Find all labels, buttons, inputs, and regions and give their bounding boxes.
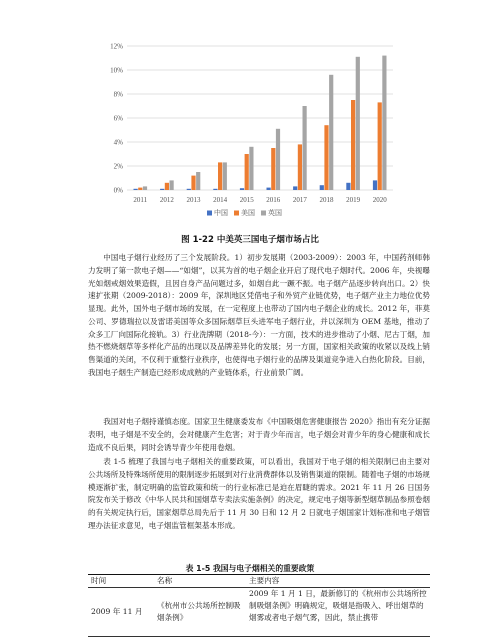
table-header-row — [88, 575, 430, 588]
header-content: 主要内容 — [246, 575, 430, 588]
bar-中国 — [293, 186, 297, 190]
table-row — [88, 588, 430, 637]
legend-label: 英国 — [268, 209, 282, 217]
paragraph-development-stages: 中国电子烟行业经历了三个发展阶段。1）初步发展期（2003-2009）：2003 年，中国药剂师韩力发明了第一款电子烟——“如烟”，以其为首的电子烟企业开启了现代电子烟时代。2006 年，央视曝光如烟戒烟效果造假，且因自身产品问题过多，如烟自此一蹶不振。电子烟产品逐步转向出口。2）快速扩张期（2009-2018）：2009 年，深圳地区凭借电子和外贸产业链优势，电子烟产业主力地位优势显现。此外，国外电子烟市场的发展，在一定程度上也带动了国内电子烟企业的成长。2012 年，菲莫公司、罗德瑞拉以及雷诺美国等众多国际烟草巨头进军电子烟行业，并以深圳为 OEM 基地，推动了众多工厂向国际化接轨。3）行业洗牌期（2018-今）：一方面，技术的进步推动了小烟、尼古丁烟，加热不燃烧烟草等多样化产品的出现以及品牌差异化的发展；另一方面，国家相关政策的收紧以及线上销售渠道的关闭，不仅利于重整行业秩序，也使得电子烟行业的品牌及渠道竞争进入白热化阶段。目前，我国电子烟生产制造已经形成成熟的产业链体系，行业前景广阔。 — [88, 253, 430, 377]
y-tick-label: 0% — [113, 186, 123, 195]
bar-美国 — [378, 102, 382, 190]
legend-label: 中国 — [214, 209, 228, 217]
bar-中国 — [187, 189, 191, 190]
x-tick-label: 2013 — [186, 196, 201, 204]
x-tick-label: 2011 — [133, 196, 148, 204]
bar-中国 — [240, 188, 244, 190]
table-title: 表 1-5 我国与电子烟相关的重要政策 — [185, 564, 315, 573]
cell-content: 2009 年 1 月 1 日，最新修订的《杭州市公共场所控制吸烟条例》明确规定，吸烟是指吸入、呼出烟草的烟雾或者电子烟气雾，因此，禁止携带 — [246, 588, 430, 637]
policy-table — [88, 574, 430, 637]
paragraph-attitude: 我国对电子烟持谨慎态度。国家卫生健康委发布《中国吸烟危害健康报告 2020》指出有充分证据表明，电子烟是不安全的，会对健康产生危害；对于青少年而言，电子烟会对青少年的身心健康和成长造成不良后果，同时会诱导青少年使用卷烟。 — [88, 417, 430, 452]
y-tick-label: 6% — [113, 114, 123, 123]
bar-中国 — [213, 189, 217, 190]
bar-美国 — [218, 162, 222, 190]
x-tick-label: 2015 — [239, 196, 254, 204]
y-tick-label: 12% — [110, 42, 123, 51]
bar-中国 — [373, 180, 377, 190]
bar-美国 — [324, 125, 328, 190]
bar-英国 — [276, 129, 280, 190]
cell-time: 2009 年 11 月 — [88, 588, 154, 637]
bar-美国 — [351, 100, 355, 190]
cell-name: 《杭州市公共场所控制吸烟条例》 — [154, 588, 246, 637]
legend-swatch — [234, 211, 239, 216]
bar-美国 — [165, 183, 169, 190]
header-time: 时间 — [88, 575, 154, 588]
bar-美国 — [298, 144, 302, 190]
x-tick-label: 2020 — [372, 196, 387, 204]
y-tick-label: 4% — [113, 138, 123, 147]
paragraph-policy: 表 1-5 梳理了我国与电子烟相关的重要政策，可以看出，我国对于电子烟的相关限制已由主要对公共场所及特殊场所使用的限制逐步拓展到对行业消费群体以及销售渠道的限制。随着电子烟的市场规模逐渐扩张，制定明确的监管政策和统一的行业标准已是迫在眉睫的需求。2021 年 11 月 26 日国务院发布关于修改《中华人民共和国烟草专卖法实施条例》的决定，规定电子烟等新型烟草制品参照卷烟的有关规定执行后，国家烟草总局先后于 11 月 30 日和 12 月 2 日就电子烟国家计划标准和电子烟管理办法征求意见，电子烟监管框架基本形成。 — [88, 457, 430, 530]
bar-英国 — [356, 57, 360, 190]
bar-中国 — [320, 185, 324, 190]
x-tick-label: 2014 — [213, 196, 228, 204]
y-tick-label: 2% — [113, 162, 123, 171]
bar-美国 — [271, 148, 275, 190]
bar-中国 — [160, 189, 164, 190]
bar-英国 — [382, 56, 386, 190]
bar-美国 — [138, 188, 142, 190]
bar-美国 — [245, 154, 249, 190]
legend-swatch — [207, 211, 212, 216]
bar-英国 — [170, 180, 174, 190]
x-tick-label: 2016 — [266, 196, 281, 204]
figure-caption: 图 1-22 中美英三国电子烟市场占比 — [181, 235, 319, 245]
header-name: 名称 — [154, 575, 246, 588]
bar-美国 — [191, 176, 195, 190]
bar-中国 — [134, 189, 138, 190]
bar-英国 — [303, 106, 307, 190]
bar-英国 — [223, 162, 227, 190]
bar-英国 — [143, 186, 147, 190]
y-tick-label: 8% — [113, 90, 123, 99]
bar-chart — [95, 38, 400, 238]
legend-label: 美国 — [241, 209, 255, 217]
x-tick-label: 2017 — [292, 196, 307, 204]
bar-英国 — [196, 172, 200, 190]
x-tick-label: 2018 — [319, 196, 334, 204]
bar-中国 — [267, 188, 271, 190]
bar-英国 — [249, 147, 253, 190]
bar-中国 — [346, 183, 350, 190]
legend-swatch — [261, 211, 266, 216]
x-tick-label: 2012 — [159, 196, 174, 204]
bar-英国 — [329, 75, 333, 190]
x-tick-label: 2019 — [346, 196, 361, 204]
y-tick-label: 10% — [110, 66, 123, 75]
